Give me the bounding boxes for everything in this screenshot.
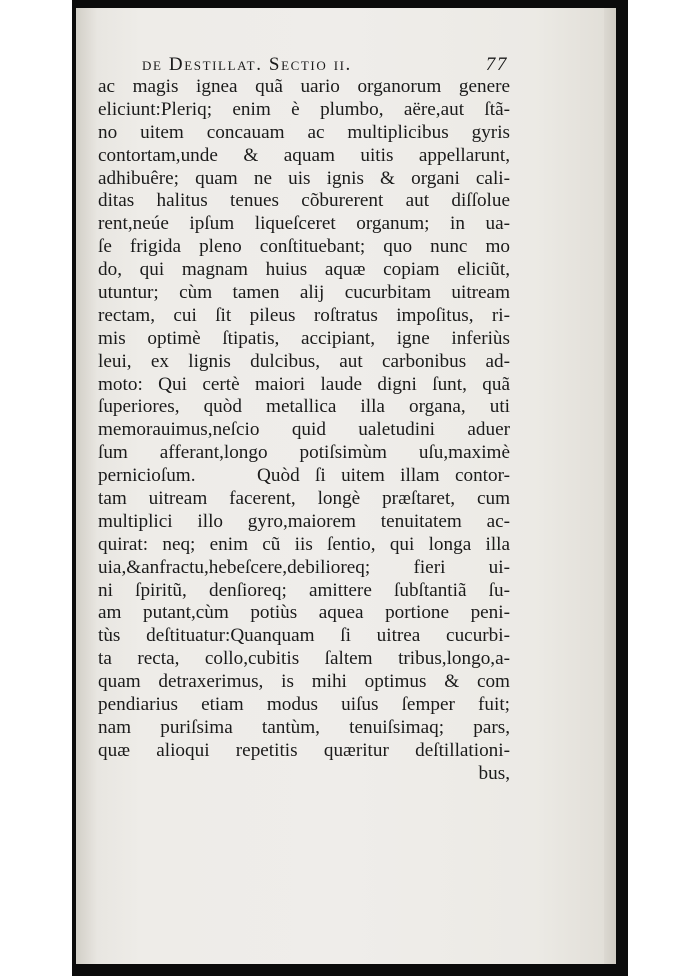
text-line: utuntur; cùm tamen alij cucurbitam uitream — [98, 282, 510, 304]
catchword: bus, — [478, 762, 510, 784]
text-line: no uitem concauam ac multiplicibus gyris — [98, 121, 510, 143]
text-line: ſum afferant,longo potiſsimùm uſu,maximè — [98, 442, 510, 464]
text-line: leui, ex lignis dulcibus, aut carbonibus ad- — [98, 350, 510, 372]
text-line: ni ſpiritũ, denſioreq; amittere ſubſtantiã ſu- — [98, 579, 510, 601]
running-head-title: de Destillat. Sectio ii. — [142, 54, 352, 75]
text-line: quæ alioqui repetitis quæritur deſtillationi- — [98, 739, 510, 761]
page-edge — [604, 8, 616, 964]
body-text — [98, 76, 510, 786]
text-line: ditas halitus tenues cõburerent aut diſſolue — [98, 190, 510, 212]
text-line: ta recta, collo,cubitis ſaltem tribus,longo,a- — [98, 648, 510, 670]
text-line: tùs deſtituatur:Quanquam ſi uitrea cucurbi- — [98, 625, 510, 647]
text-line: rectam, cui ſit pileus roſtratus impoſitus, ri- — [98, 304, 510, 326]
text-line: eliciunt:Pleriq; enim è plumbo, aëre,aut ſtã- — [98, 98, 510, 120]
text-line: ſe frigida pleno conſtituebant; quo nunc mo — [98, 236, 510, 258]
page-number: 77 — [485, 54, 508, 75]
text-line: adhibuêre; quam ne uis ignis & organi cali- — [98, 167, 510, 189]
text-line: ac magis ignea quã uario organorum genere — [98, 76, 510, 97]
text-line: contortam,unde & aquam uitis appellarunt, — [98, 144, 510, 166]
running-head — [142, 54, 512, 76]
text-line: memorauimus,neſcio quid ualetudini aduer — [98, 419, 510, 441]
text-line: uia,&anfractu,hebeſcere,debilioreq; fieri ui- — [98, 556, 510, 578]
text-line: mis optimè ſtipatis, accipiant, igne inferiùs — [98, 327, 510, 349]
text-line: moto: Qui certè maiori laude digni ſunt, quã — [98, 373, 510, 395]
text-line: quam detraxerimus, is mihi optimus & com — [98, 671, 510, 693]
text-line: pernicioſum. Quòd ſi uitem illam contor- — [98, 465, 510, 487]
text-line: ſuperiores, quòd metallica illa organa, uti — [98, 396, 510, 418]
text-line: nam puriſsima tantùm, tenuiſsimaq; pars, — [98, 716, 510, 738]
text-line: am putant,cùm potiùs aquea portione peni- — [98, 602, 510, 624]
text-line: do, qui magnam huius aquæ copiam eliciũt, — [98, 259, 510, 281]
text-line: pendiarius etiam modus uiſus ſemper fuit; — [98, 694, 510, 716]
text-line: tam uitream facerent, longè præſtaret, cum — [98, 488, 510, 510]
text-line: quirat: neq; enim cũ iis ſentio, qui longa illa — [98, 533, 510, 555]
text-line: multiplici illo gyro,maiorem tenuitatem ac- — [98, 510, 510, 532]
text-line: rent,neúe ipſum liqueſceret organum; in ua- — [98, 213, 510, 235]
